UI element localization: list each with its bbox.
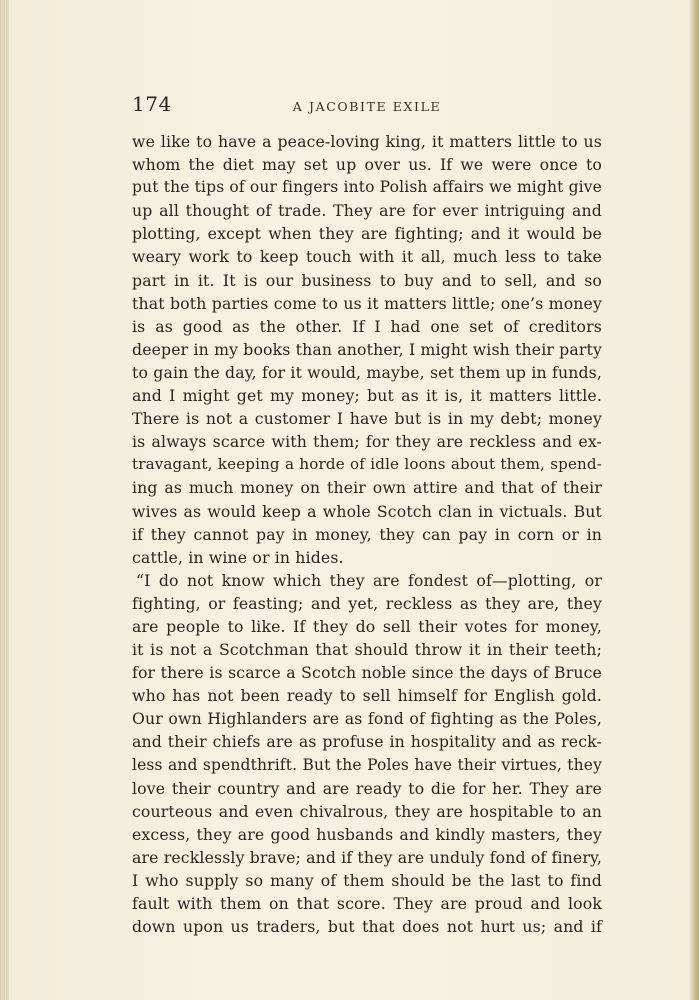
text-line: put the tips of our fingers into Polish affairs we might give [132, 178, 602, 197]
text-line: it is not a Scotchman that should throw it in their teeth; [132, 640, 602, 660]
text-line: and I might get my money; but as it is, it matters little. [132, 386, 602, 406]
text-line: for there is scarce a Scotch noble since the days of Bruce [132, 663, 602, 683]
text-line: down upon us traders, but that does not hurt us; and if [132, 917, 602, 937]
body-text [132, 130, 602, 938]
text-line: that both parties come to us it matters little; one’s money [132, 293, 602, 313]
text-line: is as good as the other. If I had one set of creditors [132, 316, 602, 336]
text-line: deeper in my books than another, I might wish their party [132, 339, 602, 359]
text-line: if they cannot pay in money, they can pay in corn or in [132, 524, 602, 544]
text-line: fighting, or feasting; and yet, reckless as they are, they [132, 593, 602, 613]
text-line: less and spendthrift. But the Poles have their virtues, they [132, 755, 602, 774]
text-line: up all thought of trade. They are for ever intriguing and [132, 201, 602, 221]
text-line: is always scarce with them; for they are reckless and ex- [132, 432, 602, 452]
text-line: are recklessly brave; and if they are unduly fond of finery, [132, 847, 603, 867]
text-line: fault with them on that score. They are proud and look [132, 894, 602, 914]
text-line: “I do not know which they are fondest of—plotting, or [136, 570, 602, 590]
text-line: to gain the day, for it would, maybe, set them up in funds, [132, 362, 602, 382]
text-line: wives as would keep a whole Scotch clan in victuals. But [132, 501, 602, 521]
text-line: part in it. It is our business to buy and to sell, and so [132, 270, 602, 290]
text-line: excess, they are good husbands and kindly masters, they [132, 824, 602, 844]
text-line: who has not been ready to sell himself for English gold. [132, 686, 602, 706]
text-line: Our own Highlanders are as fond of fighting as the Poles, [132, 709, 602, 729]
text-line: There is not a customer I have but is in my debt; money [132, 409, 602, 429]
running-head: A JACOBITE EXILE [292, 99, 442, 114]
page-number: 174 [132, 92, 172, 116]
text-line: weary work to keep touch with it all, much less to take [132, 247, 602, 267]
text-line: whom the diet may set up over us. If we were once to [132, 155, 602, 175]
page-binding-edge [0, 0, 9, 1000]
text-line: ing as much money on their own attire and that of their [132, 478, 602, 498]
page-right-edge [689, 0, 699, 1000]
text-line: love their country and are ready to die for her. They are [132, 778, 602, 798]
page-header [132, 92, 602, 118]
text-line: cattle, in wine or in hides. [132, 547, 344, 567]
text-line: and their chiefs are as profuse in hospitality and as reck- [132, 732, 602, 752]
text-line: I who supply so many of them should be the last to find [132, 871, 602, 890]
text-line: are people to like. If they do sell their votes for money, [132, 616, 602, 636]
text-line: plotting, except when they are fighting; and it would be [132, 224, 602, 244]
text-line: courteous and even chivalrous, they are hospitable to an [132, 801, 602, 821]
text-line: travagant, keeping a horde of idle loons about them, spend- [132, 455, 602, 474]
text-line: we like to have a peace-loving king, it matters little to us [132, 132, 602, 151]
